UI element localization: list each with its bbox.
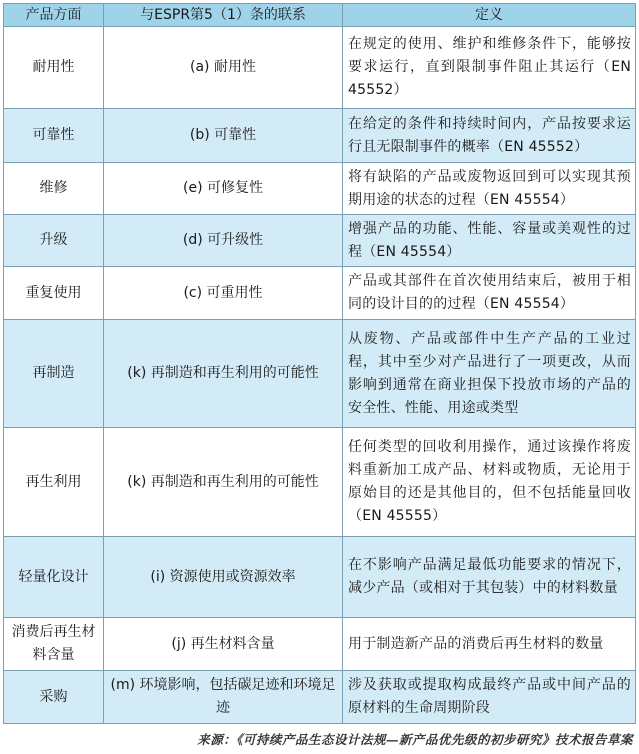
definition-cell: 用于制造新产品的消费后再生材料的数量 xyxy=(343,618,636,671)
aspect-cell: 可靠性 xyxy=(4,109,104,163)
source-caption: 来源：《可持续产品生态设计法规—新产品优先级的初步研究》技术报告草案 xyxy=(197,732,633,747)
table-row xyxy=(4,671,636,724)
espr-product-aspects-table xyxy=(3,3,636,724)
header-espr-link: 与ESPR第5（1）条的联系 xyxy=(104,4,343,27)
aspect-cell: 采购 xyxy=(4,671,104,724)
aspect-cell: 再制造 xyxy=(4,320,104,428)
header-product-aspect: 产品方面 xyxy=(4,4,104,27)
espr-link-cell: (m) 环境影响，包括碳足迹和环境足迹 xyxy=(104,671,343,724)
definition-cell: 在不影响产品满足最低功能要求的情况下，减少产品（或相对于其包装）中的材料数量 xyxy=(343,537,636,618)
table-row xyxy=(4,428,636,537)
header-definition: 定义 xyxy=(343,4,636,27)
table-row xyxy=(4,537,636,618)
definition-cell: 在规定的使用、维护和维修条件下，能够按要求运行，直到限制事件阻止其运行（EN 45552） xyxy=(343,27,636,109)
espr-link-cell: (b) 可靠性 xyxy=(104,109,343,163)
table-row xyxy=(4,320,636,428)
espr-link-cell: (j) 再生材料含量 xyxy=(104,618,343,671)
aspect-cell: 轻量化设计 xyxy=(4,537,104,618)
table-row xyxy=(4,27,636,109)
aspect-cell: 升级 xyxy=(4,215,104,267)
table-row xyxy=(4,618,636,671)
table-row xyxy=(4,215,636,267)
espr-link-cell: (a) 耐用性 xyxy=(104,27,343,109)
espr-link-cell: (i) 资源使用或资源效率 xyxy=(104,537,343,618)
espr-link-cell: (c) 可重用性 xyxy=(104,267,343,320)
definition-cell: 从废物、产品或部件中生产产品的工业过程，其中至少对产品进行了一项更改，从而影响到通常在商业担保下投放市场的产品的安全性、性能、用途或类型 xyxy=(343,320,636,428)
definition-cell: 产品或其部件在首次使用结束后，被用于相同的设计目的的过程（EN 45554） xyxy=(343,267,636,320)
table-row xyxy=(4,163,636,215)
definition-cell: 任何类型的回收利用操作，通过该操作将废料重新加工成产品、材料或物质，无论用于原始目的还是其他目的，但不包括能量回收（EN 45555） xyxy=(343,428,636,537)
aspect-cell: 再生利用 xyxy=(4,428,104,537)
espr-link-cell: (k) 再制造和再生利用的可能性 xyxy=(104,428,343,537)
aspect-cell: 重复使用 xyxy=(4,267,104,320)
table-row xyxy=(4,267,636,320)
aspect-cell: 消费后再生材料含量 xyxy=(4,618,104,671)
definition-cell: 增强产品的功能、性能、容量或美观性的过程（EN 45554） xyxy=(343,215,636,267)
aspect-cell: 耐用性 xyxy=(4,27,104,109)
definition-cell: 在给定的条件和持续时间内，产品按要求运行且无限制事件的概率（EN 45552） xyxy=(343,109,636,163)
definition-cell: 涉及获取或提取构成最终产品或中间产品的原材料的生命周期阶段 xyxy=(343,671,636,724)
table-header-row xyxy=(4,4,636,27)
espr-link-cell: (k) 再制造和再生利用的可能性 xyxy=(104,320,343,428)
definition-cell: 将有缺陷的产品或废物返回到可以实现其预期用途的状态的过程（EN 45554） xyxy=(343,163,636,215)
espr-link-cell: (e) 可修复性 xyxy=(104,163,343,215)
aspect-cell: 维修 xyxy=(4,163,104,215)
espr-link-cell: (d) 可升级性 xyxy=(104,215,343,267)
table-row xyxy=(4,109,636,163)
